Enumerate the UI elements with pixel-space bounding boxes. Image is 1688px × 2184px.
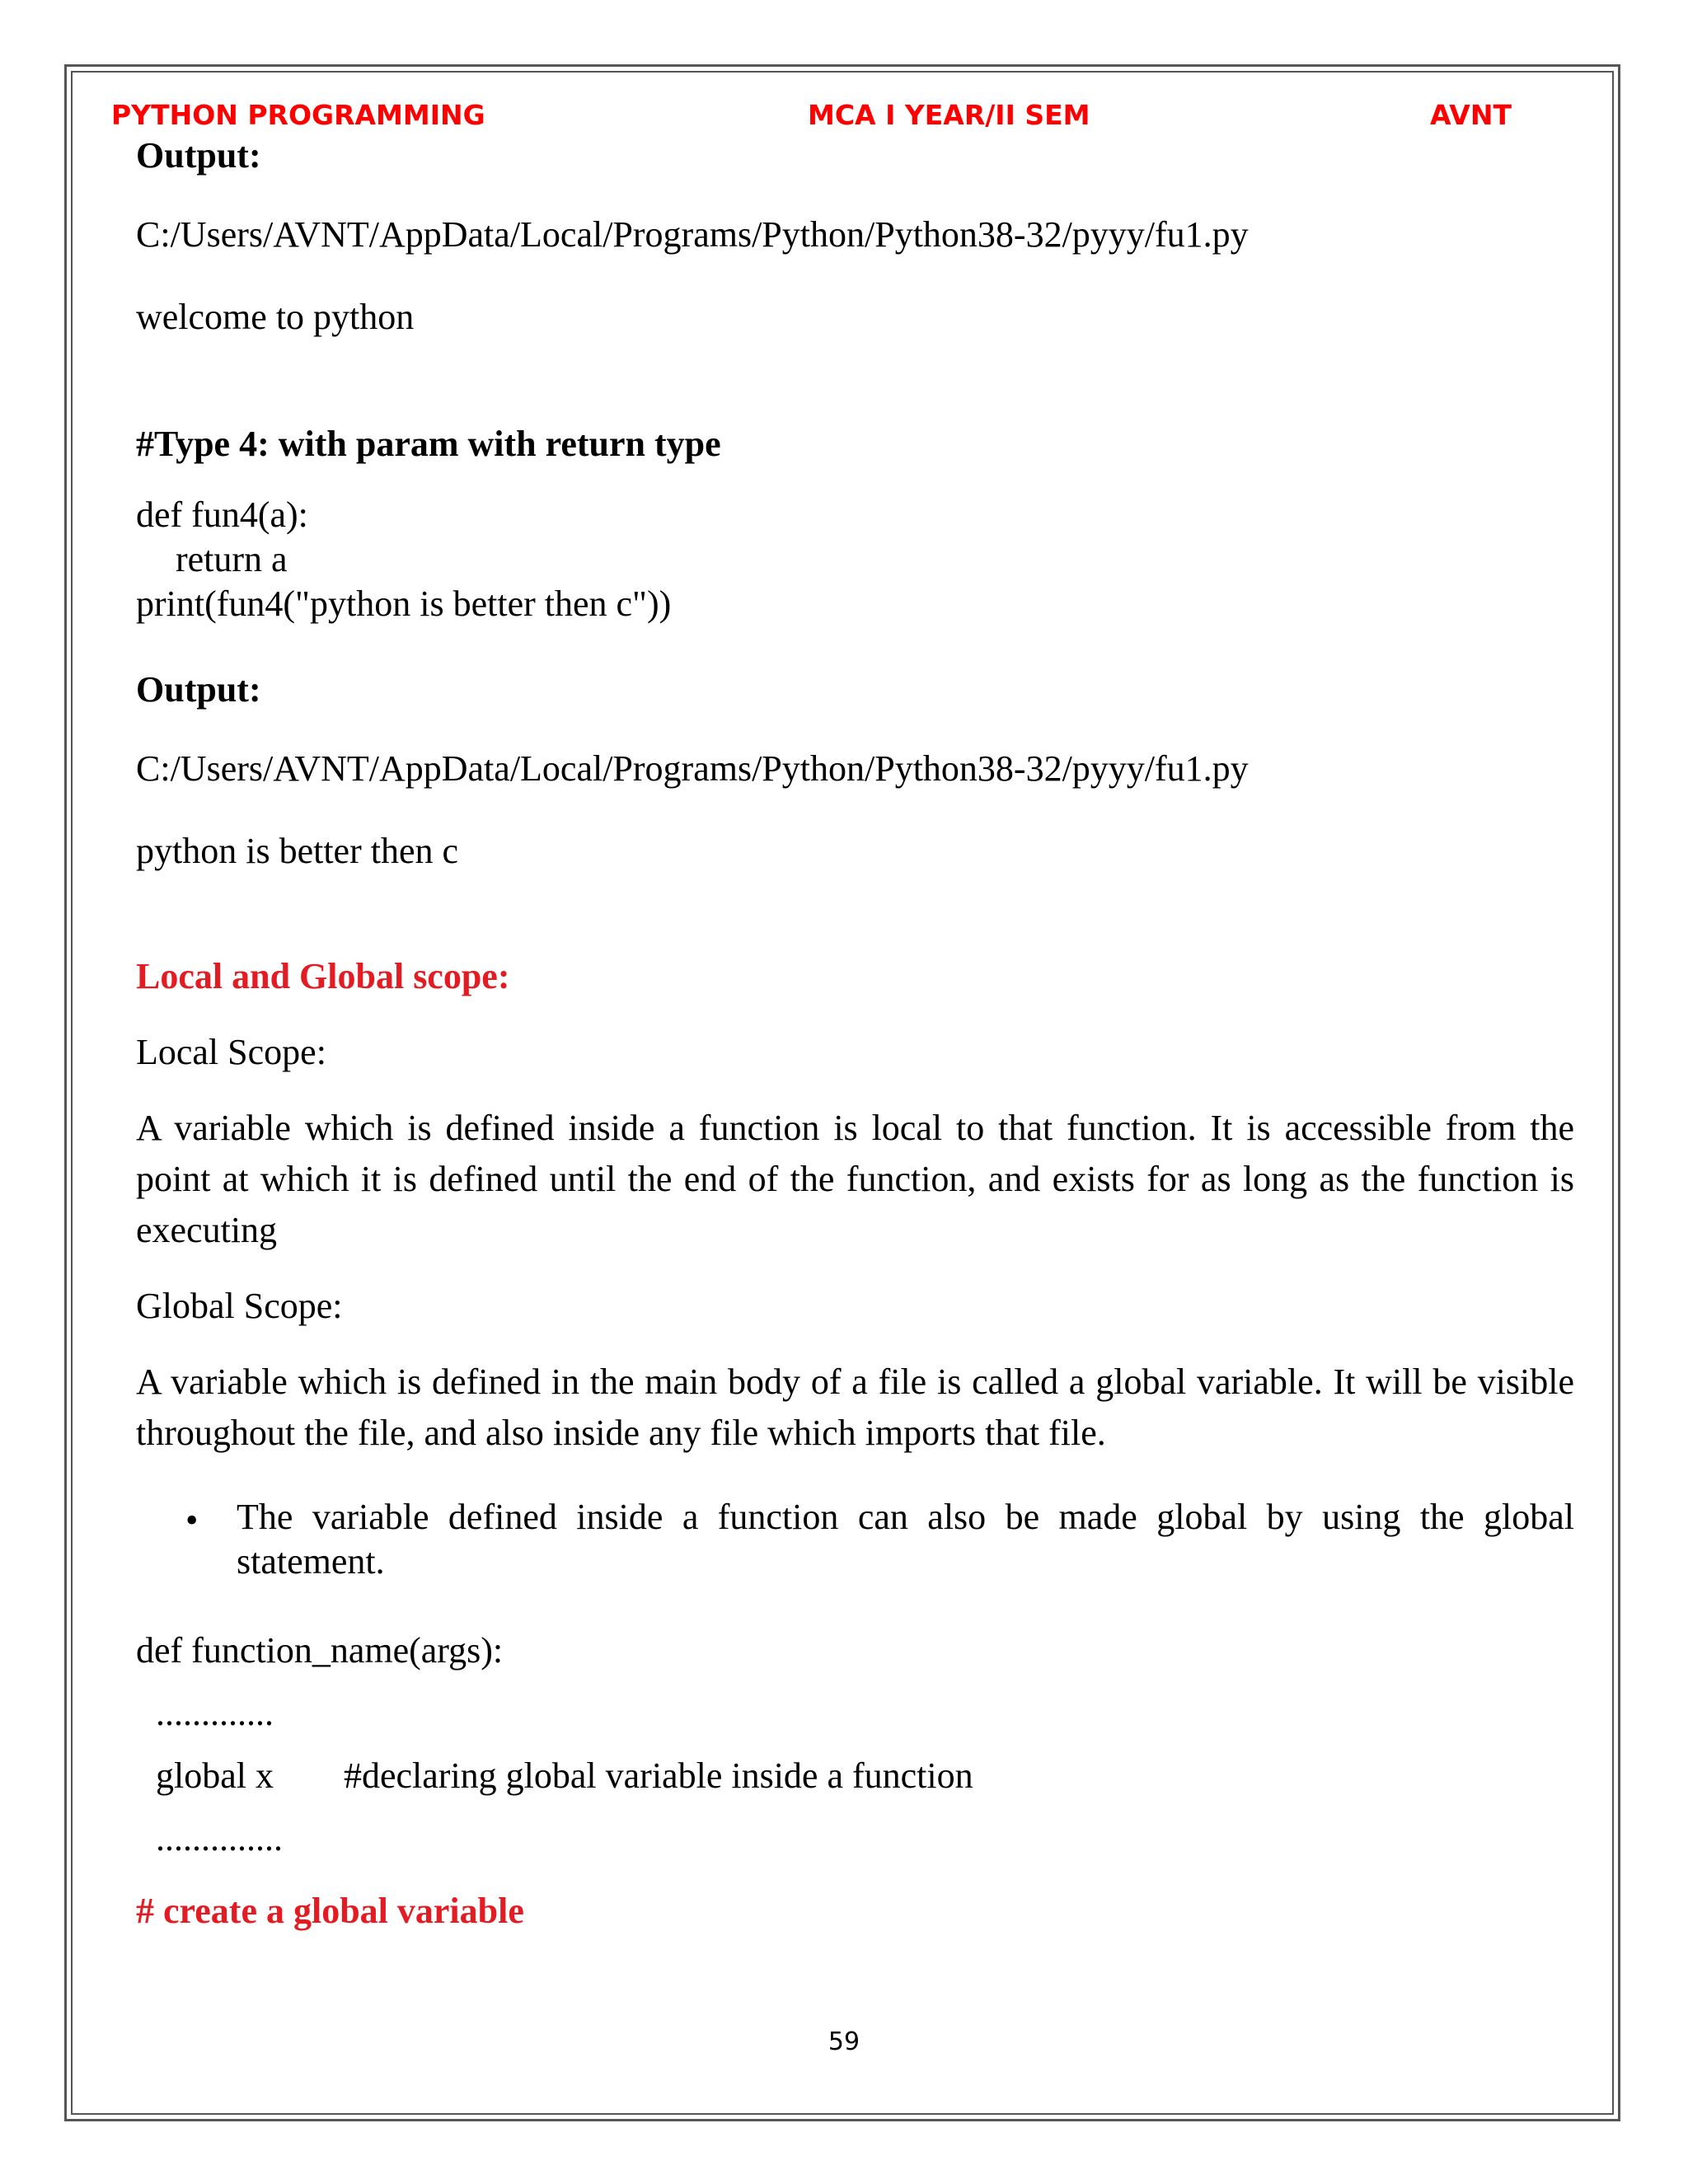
output-result: python is better then c	[136, 831, 459, 871]
header-course-title: PYTHON PROGRAMMING	[111, 99, 485, 131]
type4-heading: #Type 4: with param with return type	[136, 424, 721, 464]
output-label: Output:	[136, 135, 261, 176]
global-statement: global x	[156, 1755, 274, 1796]
code-line	[136, 1750, 1574, 1802]
global-scope-title: Global Scope:	[136, 1286, 343, 1326]
local-scope-title: Local Scope:	[136, 1032, 326, 1072]
create-global-heading: # create a global variable	[136, 1891, 524, 1931]
header-year-semester: MCA I YEAR/II SEM	[808, 99, 1090, 131]
page-number: 59	[828, 2027, 860, 2056]
global-scope-text: A variable which is defined in the main body of a file is called a global variable. It will be visible throughout the file, and also inside any file which imports that file.	[136, 1361, 1574, 1453]
code-line: print(fun4("python is better then c"))	[136, 583, 672, 624]
output-path: C:/Users/AVNT/AppData/Local/Programs/Python/Python38-32/pyyy/fu1.py	[136, 214, 1249, 255]
local-scope-text: A variable which is defined inside a function is local to that function. It is accessible from the point at which it is defined until the end of the function, and exists for as long as the function is executing	[136, 1108, 1574, 1250]
bullet-icon: •	[185, 1500, 199, 1540]
code-line: def fun4(a):	[136, 494, 308, 535]
code-block-type4	[136, 493, 1574, 626]
page-content	[136, 130, 1574, 1937]
scope-heading: Local and Global scope:	[136, 956, 510, 996]
code-line: def function_name(args):	[136, 1630, 504, 1671]
output-result: welcome to python	[136, 297, 415, 337]
global-comment: #declaring global variable inside a function	[343, 1755, 973, 1796]
bullet-text: The variable defined inside a function can also be made global by using the global statement.	[237, 1497, 1574, 1582]
output-path: C:/Users/AVNT/AppData/Local/Programs/Python/Python38-32/pyyy/fu1.py	[136, 748, 1249, 789]
code-line: .............	[156, 1693, 274, 1733]
output-label: Output:	[136, 669, 261, 710]
bullet-item	[136, 1495, 1574, 1584]
code-line: ..............	[156, 1818, 283, 1858]
code-block-global	[136, 1625, 1574, 1864]
header-author: AVNT	[1430, 99, 1512, 131]
code-line: return a	[176, 539, 288, 579]
